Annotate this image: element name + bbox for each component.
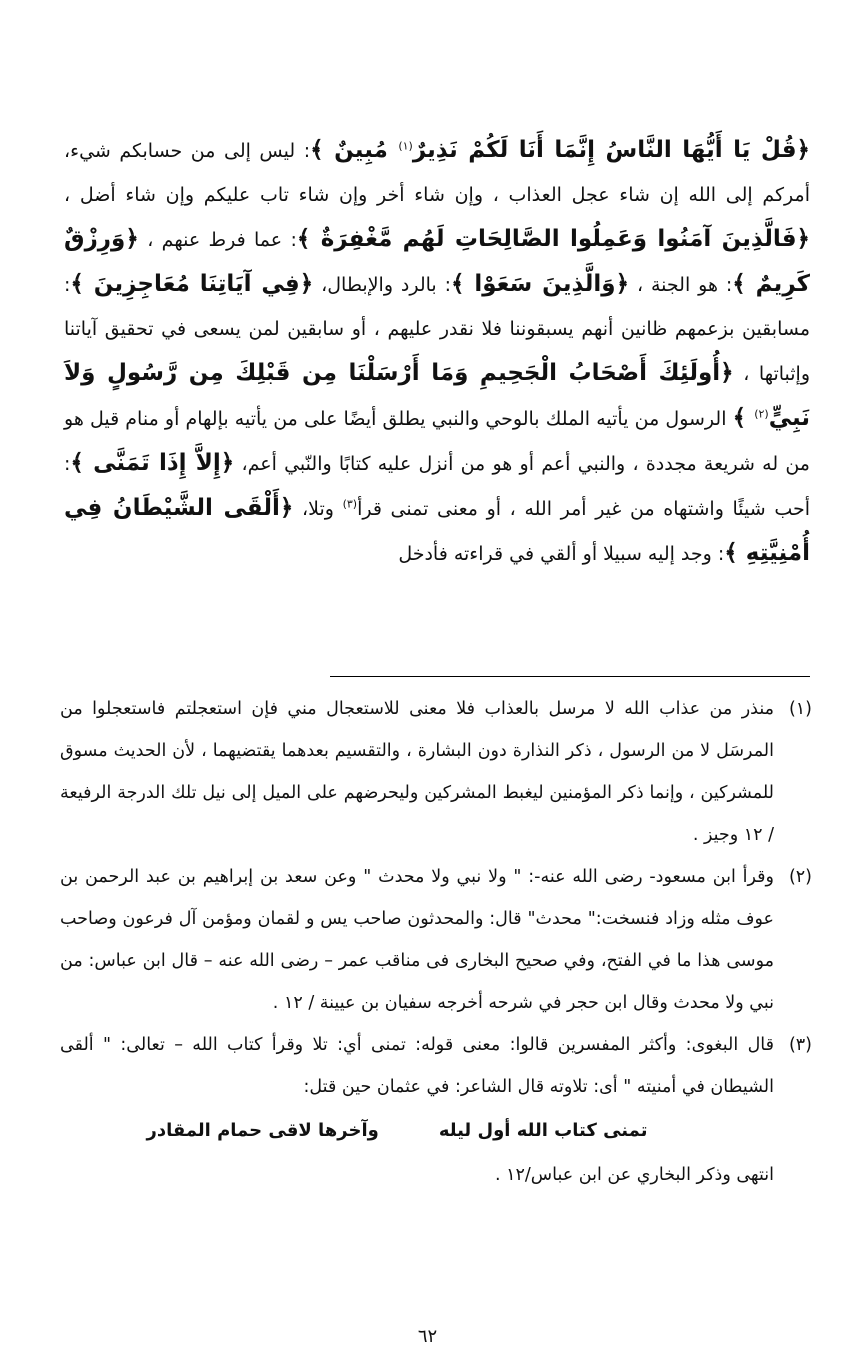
quran-verse: ﴿فَالَّذِينَ آمَنُوا وَعَمِلُوا الصَّالِحَاتِ لَهُم مَّغْفِرَةٌ ﴾ [296, 226, 810, 252]
footnote-text: وقرأ ابن مسعود- رضى الله عنه-: " ولا نبي ولا محدث " وعن سعد بن إبراهيم بن عبد الرحمن بن عوف مثله وزاد فنسخت:" محدث" قال: والمحدثون صاحب يس و لقمان ومؤمن آل فرعون وصاحب موسى هذا ما في الفتح، وفي صحيح البخارى فى مناقب عمر – رضى الله عنه – قال ابن عباس: من نبي ولا محدث وقال ابن حجر في شرحه أخرجه سفيان بن عيينة / ١٢ . [60, 867, 774, 1013]
quran-verse: ﴿قُلْ يَا أَيُّهَا النَّاسُ إِنَّمَا أَنَا لَكُمْ نَذِيرٌ [412, 137, 810, 163]
page-number: ٦٢ [417, 1326, 438, 1347]
footnote-2 [60, 856, 812, 1024]
poem-hemistich-2: وآخرها لاقى حمام المقادر [146, 1120, 379, 1141]
poem-verse [60, 1108, 774, 1154]
commentary-text: : ليس إلى من حسابكم شيء، أمركم إلى الله إن شاء عجل العذاب ، وإن شاء أخر وإن شاء تاب عليكم وإن شاء أضل ، [64, 140, 810, 206]
quran-verse: ﴿أَلْقَى الشَّيْطَانُ فِي أُمْنِيَّتِهِ ﴾ [64, 495, 810, 566]
commentary-text: : بالرد والإبطال، [313, 274, 452, 296]
footnote-text: قال البغوى: وأكثر المفسرين قالوا: معنى قوله: تمنى أي: تلا وقرأ كتاب الله – تعالى: " ألقى الشيطان في أمنيته " أى: تلاوته قال الشاعر: في عثمان حين قتل: [60, 1035, 774, 1097]
commentary-text: : أحب شيئًا واشتهاه من غير أمر الله ، أو معنى تمنى قرأ [64, 453, 810, 520]
commentary-text: وتلا، [293, 498, 343, 520]
footnote-ref: (١) [398, 139, 413, 153]
poem-hemistich-1: تمنى كتاب الله أول ليله [438, 1120, 648, 1141]
quran-verse: ﴿إِلاَّ إِذَا تَمَنَّى ﴾ [70, 450, 235, 476]
commentary-text: الرسول من يأتيه الملك بالوحي والنبي يطلق أيضًا على من يأتيه بإلهام أو منام قيل هو من له شريعة مجددة ، والنبي أعم أو هو من أنزل عليه كتابًا والنّبي أعم، [64, 408, 810, 475]
quran-verse: ﴾ [732, 405, 755, 431]
footnote-text: منذر من عذاب الله لا مرسل بالعذاب فلا معنى للاستعجال مني فإن استعجلتم فاستعجلوا من المرسَل لا من الرسول ، ذكر النذارة دون البشارة ، والتقسيم بعدهما يقتضيهما ، لأن الحديث مسوق للمشركين ، وإنما ذكر المؤمنين ليغبط المشركين وليحرضهم على الميل إلى نيل تلك الدرجة الرفيعة / ١٢ وجيز . [60, 699, 774, 845]
footnote-number: (٢) [788, 867, 812, 887]
main-paragraph [64, 128, 810, 576]
footnote-3 [60, 1024, 812, 1196]
quran-verse: ﴿وَالَّذِينَ سَعَوْا ﴾ [451, 271, 630, 297]
commentary-text: : وجد إليه سبيلا أو ألقي في قراءته فأدخل [398, 543, 725, 565]
commentary-text: : هو الجنة ، [629, 274, 733, 296]
main-text [64, 128, 810, 576]
footnote-1 [60, 688, 812, 856]
footnotes [60, 688, 812, 1196]
quran-verse: مُبِينٌ ﴾ [310, 137, 399, 163]
footnote-number: (١) [788, 699, 812, 719]
footnote-separator [330, 676, 810, 677]
footnote-closing: انتهى وذكر البخاري عن ابن عباس/١٢ . [494, 1165, 774, 1185]
footnote-number: (٣) [788, 1035, 812, 1055]
footnote-ref: (٢) [754, 407, 769, 421]
commentary-text: : مسابقين بزعمهم ظانين أنهم يسبقوننا فلا نقدر عليهم ، أو سابقين لمن يسعى في تحقيق آياتنا وإثباتها ، [64, 274, 811, 385]
quran-verse: ﴿فِي آيَاتِنَا مُعَاجِزِينَ ﴾ [70, 271, 314, 297]
quran-verse: ﴿أُولَئِكَ أَصْحَابُ الْجَحِيمِ وَمَا أَرْسَلْنَا مِن قَبْلِكَ مِن رَّسُولٍ وَلاَ نَبِيٍّ [64, 360, 810, 431]
commentary-text: : عما فرط عنهم ، [138, 229, 297, 251]
footnote-ref: (٣) [342, 497, 358, 511]
quran-verse: ﴿وَرِزْقٌ كَرِيمٌ ﴾ [64, 226, 810, 297]
